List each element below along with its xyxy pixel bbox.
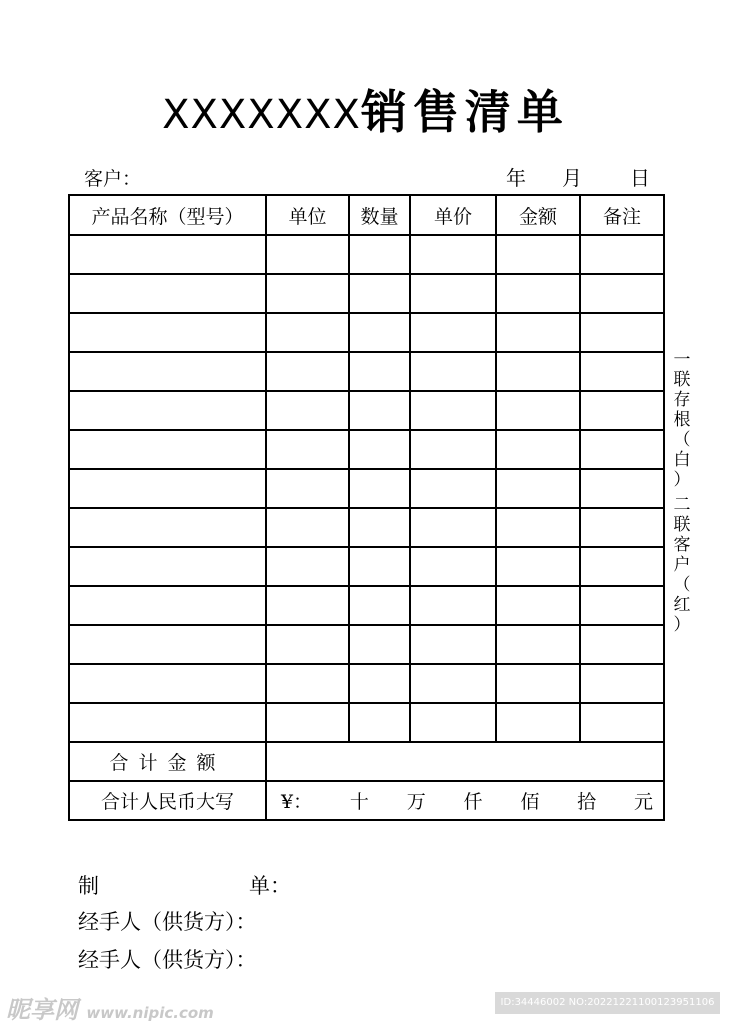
table-cell[interactable]	[496, 703, 580, 742]
table-cell[interactable]	[266, 664, 349, 703]
table-cell[interactable]	[410, 391, 496, 430]
table-cell[interactable]	[580, 703, 664, 742]
watermark-site: www.nipic.com	[86, 1004, 214, 1022]
maker-line	[78, 870, 291, 900]
side-note-char: （	[673, 575, 691, 595]
side-note-char: 户	[673, 555, 691, 575]
table-cell[interactable]	[349, 586, 410, 625]
table-cell[interactable]	[266, 430, 349, 469]
table-cell[interactable]	[266, 274, 349, 313]
table-cell[interactable]	[496, 625, 580, 664]
table-row	[69, 664, 664, 703]
uppercase-row	[69, 781, 664, 820]
uppercase-unit: 元	[633, 791, 653, 813]
col-product: 产品名称（型号）	[69, 195, 266, 235]
table-cell[interactable]	[69, 547, 266, 586]
table-cell[interactable]	[69, 586, 266, 625]
table-cell[interactable]	[496, 586, 580, 625]
total-row	[69, 742, 664, 781]
table-cell[interactable]	[349, 508, 410, 547]
table-cell[interactable]	[69, 664, 266, 703]
table-cell[interactable]	[349, 391, 410, 430]
uppercase-value-cell[interactable]	[266, 781, 664, 820]
uppercase-unit: ¥：	[281, 791, 313, 813]
table-cell[interactable]	[266, 469, 349, 508]
table-cell[interactable]	[69, 703, 266, 742]
col-unit-price: 单价	[410, 195, 496, 235]
table-cell[interactable]	[496, 313, 580, 352]
table-cell[interactable]	[410, 430, 496, 469]
table-row	[69, 547, 664, 586]
table-cell[interactable]	[349, 547, 410, 586]
table-cell[interactable]	[69, 430, 266, 469]
watermark-id: ID:34446002 NO:20221221100123951106	[495, 992, 720, 1014]
side-note-char: ）	[673, 470, 691, 490]
table-cell[interactable]	[580, 391, 664, 430]
side-note-char: 一	[673, 350, 691, 370]
table-cell[interactable]	[266, 313, 349, 352]
side-note-char: （	[673, 430, 691, 450]
month-label: 月	[562, 166, 582, 190]
table-cell[interactable]	[580, 547, 664, 586]
table-row	[69, 430, 664, 469]
table-cell[interactable]	[266, 703, 349, 742]
side-note-char: ）	[673, 615, 691, 635]
sales-table	[68, 194, 665, 821]
table-cell[interactable]	[410, 508, 496, 547]
table-row	[69, 313, 664, 352]
table-row	[69, 391, 664, 430]
table-cell[interactable]	[580, 469, 664, 508]
table-cell[interactable]	[410, 274, 496, 313]
table-cell[interactable]	[69, 508, 266, 547]
maker-label-b: 单：	[249, 874, 291, 898]
customer-label: 客户：	[84, 168, 142, 190]
uppercase-unit: 万	[406, 791, 426, 813]
day-label: 日	[630, 166, 650, 190]
table-cell[interactable]	[580, 235, 664, 274]
table-cell[interactable]	[496, 352, 580, 391]
side-note-char: 客	[673, 535, 691, 555]
table-cell[interactable]	[349, 352, 410, 391]
year-label: 年	[506, 166, 526, 190]
table-cell[interactable]	[266, 547, 349, 586]
table-cell[interactable]	[349, 235, 410, 274]
table-cell[interactable]	[410, 469, 496, 508]
table-row	[69, 508, 664, 547]
table-cell[interactable]	[349, 469, 410, 508]
table-cell[interactable]	[580, 274, 664, 313]
uppercase-label: 合计人民币大写	[69, 781, 266, 820]
table-cell[interactable]	[69, 352, 266, 391]
table-cell[interactable]	[410, 664, 496, 703]
col-quantity: 数量	[349, 195, 410, 235]
total-value-cell[interactable]	[266, 742, 664, 781]
page-title	[0, 82, 731, 145]
table-cell[interactable]	[69, 391, 266, 430]
table-cell[interactable]	[496, 235, 580, 274]
table-cell[interactable]	[580, 664, 664, 703]
table-row	[69, 625, 664, 664]
maker-label-a: 制	[78, 874, 99, 898]
table-cell[interactable]	[580, 352, 664, 391]
watermark-logo	[6, 990, 214, 1025]
col-unit: 单位	[266, 195, 349, 235]
table-row	[69, 274, 664, 313]
uppercase-units	[267, 787, 663, 814]
watermark-logo-text: 昵享网	[6, 996, 78, 1024]
table-cell[interactable]	[266, 391, 349, 430]
table-header-row	[69, 195, 664, 235]
side-note-char: 联	[673, 515, 691, 535]
table-row	[69, 352, 664, 391]
table-cell[interactable]	[349, 430, 410, 469]
side-note-char: 联	[673, 370, 691, 390]
table-cell[interactable]	[69, 274, 266, 313]
table-cell[interactable]	[496, 469, 580, 508]
handler-line-1: 经手人（供货方）：	[78, 910, 257, 934]
table-cell[interactable]	[69, 469, 266, 508]
table-cell[interactable]	[266, 508, 349, 547]
table-cell[interactable]	[266, 586, 349, 625]
side-note-char: 白	[673, 450, 691, 470]
table-row	[69, 703, 664, 742]
side-note-char: 红	[673, 595, 691, 615]
side-note-char: 存	[673, 390, 691, 410]
col-amount: 金额	[496, 195, 580, 235]
uppercase-unit: 佰	[520, 791, 540, 813]
col-remark: 备注	[580, 195, 664, 235]
table-cell[interactable]	[349, 274, 410, 313]
side-note-char: 根	[673, 410, 691, 430]
table-cell[interactable]	[496, 664, 580, 703]
table-cell[interactable]	[580, 586, 664, 625]
table-cell[interactable]	[580, 313, 664, 352]
table-row	[69, 586, 664, 625]
title-main: 销售清单	[360, 85, 569, 139]
table-cell[interactable]	[349, 703, 410, 742]
table-row	[69, 235, 664, 274]
table-cell[interactable]	[349, 625, 410, 664]
table-cell[interactable]	[496, 274, 580, 313]
table-cell[interactable]	[410, 313, 496, 352]
table-cell[interactable]	[349, 664, 410, 703]
uppercase-unit: 拾	[577, 791, 597, 813]
side-note-char: 二	[673, 495, 691, 515]
table-cell[interactable]	[410, 703, 496, 742]
table-cell[interactable]	[410, 625, 496, 664]
table-cell[interactable]	[410, 547, 496, 586]
uppercase-unit: 仟	[463, 791, 483, 813]
handler-line-2: 经手人（供货方）：	[78, 948, 257, 972]
table-cell[interactable]	[580, 430, 664, 469]
table-cell[interactable]	[266, 352, 349, 391]
table-cell[interactable]	[69, 313, 266, 352]
side-note-part1	[672, 350, 692, 490]
table-cell[interactable]	[496, 391, 580, 430]
title-prefix: XXXXXXX	[162, 92, 361, 138]
table-cell[interactable]	[496, 430, 580, 469]
table-cell[interactable]	[580, 625, 664, 664]
table-cell[interactable]	[266, 235, 349, 274]
table-cell[interactable]	[266, 625, 349, 664]
table-cell[interactable]	[69, 235, 266, 274]
uppercase-unit: 十	[349, 791, 369, 813]
table-cell[interactable]	[580, 508, 664, 547]
side-note-part2	[672, 495, 692, 635]
table-cell[interactable]	[69, 625, 266, 664]
table-cell[interactable]	[410, 235, 496, 274]
table-cell[interactable]	[349, 313, 410, 352]
table-cell[interactable]	[410, 352, 496, 391]
table-row	[69, 469, 664, 508]
total-label: 合计金额	[69, 742, 266, 781]
table-cell[interactable]	[410, 586, 496, 625]
table-cell[interactable]	[496, 508, 580, 547]
table-cell[interactable]	[496, 547, 580, 586]
